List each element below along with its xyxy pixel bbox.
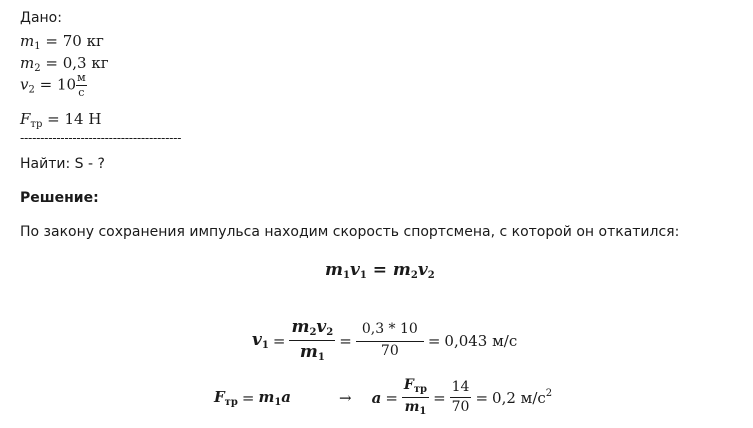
acceleration-equation: $F_{тр}$ = $m_1a$ → a = $\frac{F_{тр}}{m_1}$ = $\frac{14}{70}$ = 0,2 $м/с^2$ <box>214 377 553 417</box>
acceleration-result: 0,2 $м/с^2$ <box>492 388 553 407</box>
find-line: Найти: S - ? <box>20 156 105 172</box>
symbolic-fraction: $\frac{m_2v_2}{m_1}$ <box>291 317 334 363</box>
force-mass-fraction: $\frac{F_{тр}}{m_1}$ <box>403 377 428 417</box>
given-m1: $m_1 = 70$ кг <box>20 32 104 52</box>
numeric-fraction: $\frac{0,3 * 10}{70}$ <box>356 322 424 359</box>
given-v2: $v_2 = 10$ $\frac{м}{с}$ <box>20 71 86 100</box>
numeric-fraction-2: $\frac{14}{70}$ <box>451 378 470 415</box>
arrow-icon: → <box>339 388 352 407</box>
given-ftr: $F_{тр} = 14$ Н <box>20 110 102 130</box>
separator-line: ---------------------------------------- <box>20 131 182 145</box>
velocity-result: 0,043 м/с <box>444 331 518 350</box>
solution-intro: По закону сохранения импульса находим скорость спортсмена, с которой он откатился: <box>20 224 680 240</box>
solution-header: Решение: <box>20 190 99 206</box>
velocity-equation: $v_1$ = $\frac{m_2v_2}{m_1}$ = $\frac{0,3 * 10}{70}$ = 0,043 м/с <box>252 317 518 363</box>
unit-fraction: $\frac{м}{с}$ <box>77 71 86 100</box>
given-m2: $m_2 = 0,3$ кг <box>20 54 109 74</box>
given-header: Дано: <box>20 10 62 26</box>
momentum-equation: $m_1v_1 = m_2v_2$ <box>325 260 435 281</box>
